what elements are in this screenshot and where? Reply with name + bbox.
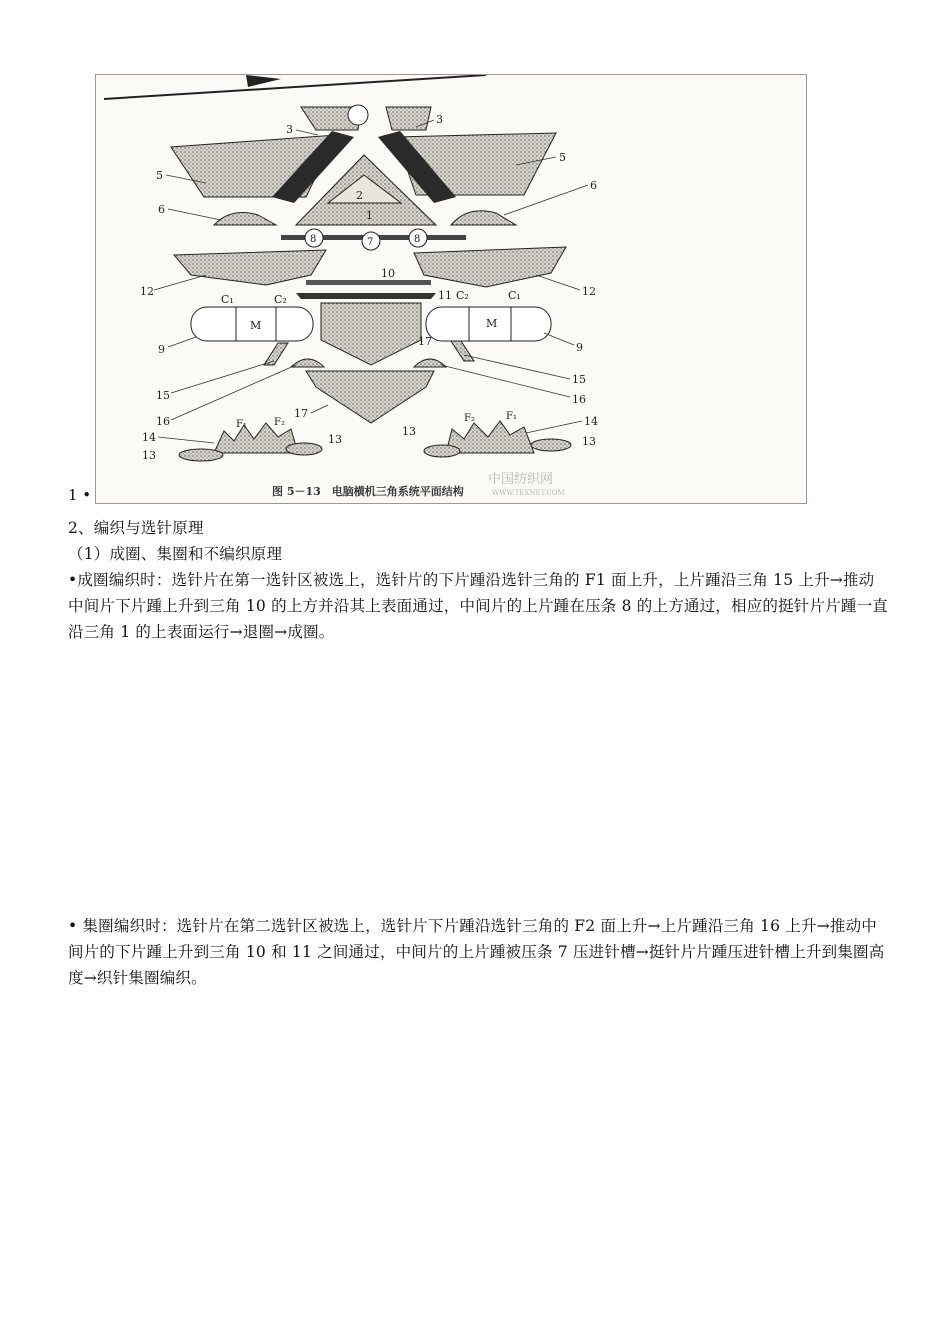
selection-cam-left [214,423,298,453]
cam-6-right [451,211,516,225]
cam-16-right [414,359,446,367]
label-c1a: C₁ [221,293,234,306]
label-10: 10 [381,267,395,280]
label-c2a: C₂ [274,293,287,306]
cam-15-left [264,343,288,365]
label-15a: 15 [156,389,170,402]
label-13a: 13 [142,449,156,462]
cam-6-left [214,213,276,225]
label-8b: 8 [414,234,421,245]
label-f2a: F₂ [274,417,285,428]
label-m-left: M [250,319,262,332]
cam-12-left [174,250,326,285]
cam-system-figure [95,74,807,504]
cam-17 [306,371,434,423]
list-marker: 1 • [68,486,92,504]
label-16b: 16 [572,393,586,406]
label-8a: 8 [310,234,317,245]
label-f2b: F₂ [464,413,475,424]
label-6a: 6 [158,203,165,216]
label-13d: 13 [582,435,596,448]
watermark-cn: 中国纺织网 [488,472,554,487]
press-bars [281,229,466,250]
label-14b: 14 [584,415,598,428]
label-15b: 15 [572,373,586,386]
paragraph-tuck: • 集圈编织时：选针片在第二选针区被选上，选针片下片踵沿选针三角的 F2 面上升→上片踵沿三角 16 上升→推动中间片的下片踵上升到三角 10 和 11 之间通过，中间片的上片踵被压条 7 压进针槽→挺针片片踵压进针槽上升到集圈高度→织针集圈编织。 [68,917,885,987]
watermark-url: WWW.TEXNET.COM [492,489,565,497]
label-11: 11 [438,289,452,302]
label-c2b: C₂ [456,289,469,302]
cam-13-d [531,439,571,451]
cam-16-left [291,359,324,367]
central-cam [321,303,421,365]
label-13c: 13 [402,425,416,438]
cam-13-a [179,449,223,461]
label-12b: 12 [582,285,596,298]
selection-cam-right [446,421,534,453]
subsection-title: （1）成圈、集圈和不编织原理 [68,545,283,563]
cam-diagram [96,75,806,503]
cam-11 [296,293,436,299]
label-9b: 9 [576,341,583,354]
direction-arrow [104,75,486,99]
label-12a: 12 [140,285,154,298]
label-5b: 5 [559,151,566,164]
label-f1a: F₁ [236,419,247,430]
label-3b: 3 [436,113,443,126]
paragraph-knit: •成圈编织时：选针片在第一选针区被选上，选针片的下片踵沿选针三角的 F1 面上升，上片踵沿三角 15 上升→推动中间片下片踵上升到三角 10 的上方并沿其上表面通过，中间片的上片踵在压条 8 的上方通过，相应的挺针片片踵一直沿三角 1 的上表面运行→退圈→成圈。 [68,571,888,641]
cam-12-right [414,247,566,287]
cam-15-right [451,341,474,361]
label-9a: 9 [158,343,165,356]
cam-13-c [424,445,460,457]
label-14a: 14 [142,431,156,444]
label-c1b: C₁ [508,289,521,302]
label-7: 7 [367,237,374,248]
label-13b: 13 [328,433,342,446]
label-5a: 5 [156,169,163,182]
cam-13-b [286,443,322,455]
label-2: 2 [356,189,363,202]
label-17a: 17 [418,335,432,348]
label-17b: 17 [294,407,308,420]
cam-3-right [386,107,431,130]
label-3a: 3 [286,123,293,136]
label-f1b: F₁ [506,411,517,422]
figure-caption: 图 5－13 电脑横机三角系统平面结构 [272,485,464,498]
label-m-right: M [486,317,498,330]
label-6b: 6 [590,179,597,192]
section-title: 2、编织与选针原理 [68,519,204,537]
cam-10 [306,280,431,285]
label-1: 1 [366,209,373,222]
label-16a: 16 [156,415,170,428]
